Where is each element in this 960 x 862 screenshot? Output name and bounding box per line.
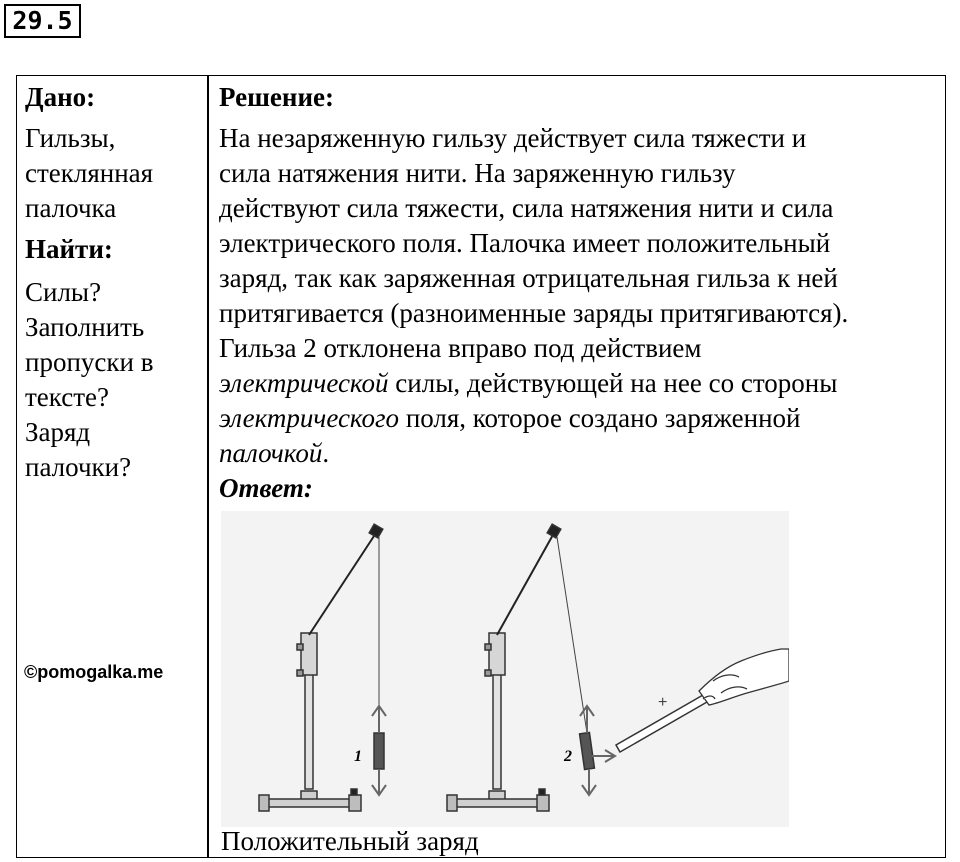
electroscope-illustration	[221, 511, 789, 827]
find-line: Заполнить	[25, 312, 145, 342]
given-list	[25, 121, 203, 226]
answer-label: Ответ:	[219, 473, 313, 503]
answer-text: Положительный заряд	[221, 826, 479, 856]
solution-line: Гильза 2 отклонена вправо под действием	[219, 333, 702, 363]
solution-line	[219, 401, 939, 436]
line-rest: поля, которое создано заряженной	[399, 403, 801, 433]
find-line: палочки?	[25, 452, 132, 482]
solution-line	[219, 366, 939, 401]
solution-line: притягивается (разноименные заряды притягиваются).	[219, 298, 849, 328]
column-divider	[207, 76, 209, 857]
solution-table	[16, 75, 946, 858]
given-header: Дано:	[25, 82, 96, 112]
solution-line	[219, 436, 939, 471]
find-list	[25, 275, 203, 485]
find-line: Заряд	[25, 417, 91, 447]
find-line: пропуски в	[25, 347, 154, 377]
label-2: 2	[564, 748, 572, 765]
line-rest: .	[322, 438, 330, 468]
solution-line: электрического поля. Палочка имеет положительный	[219, 228, 831, 258]
italic-term: электрического	[219, 403, 400, 433]
problem-number: 29.5	[4, 4, 81, 38]
italic-term: палочкой	[219, 438, 323, 468]
given-line: палочка	[25, 193, 117, 223]
find-header: Найти:	[25, 234, 113, 264]
italic-term: электрической	[219, 368, 389, 398]
given-line: Гильзы,	[25, 123, 116, 153]
solution-line: заряд, так как заряженная отрицательная гильза к ней	[219, 263, 838, 293]
solution-line: На незаряженную гильзу действует сила тяжести и	[219, 123, 807, 153]
find-line: Силы?	[25, 277, 102, 307]
solution-text	[219, 121, 939, 471]
find-line: тексте?	[25, 382, 109, 412]
label-1: 1	[354, 748, 362, 765]
watermark: ©pomogalka.me	[24, 662, 164, 682]
line-rest: силы, действующей на нее со стороны	[388, 368, 838, 398]
solution-header: Решение:	[219, 82, 334, 112]
solution-line: сила натяжения нити. На заряженную гильзу	[219, 158, 736, 188]
solution-column	[219, 80, 939, 506]
given-column	[25, 80, 203, 485]
solution-line: действуют сила тяжести, сила натяжения нити и сила	[219, 193, 834, 223]
given-line: стеклянная	[25, 158, 154, 188]
rod-charge-sign: +	[658, 694, 668, 711]
